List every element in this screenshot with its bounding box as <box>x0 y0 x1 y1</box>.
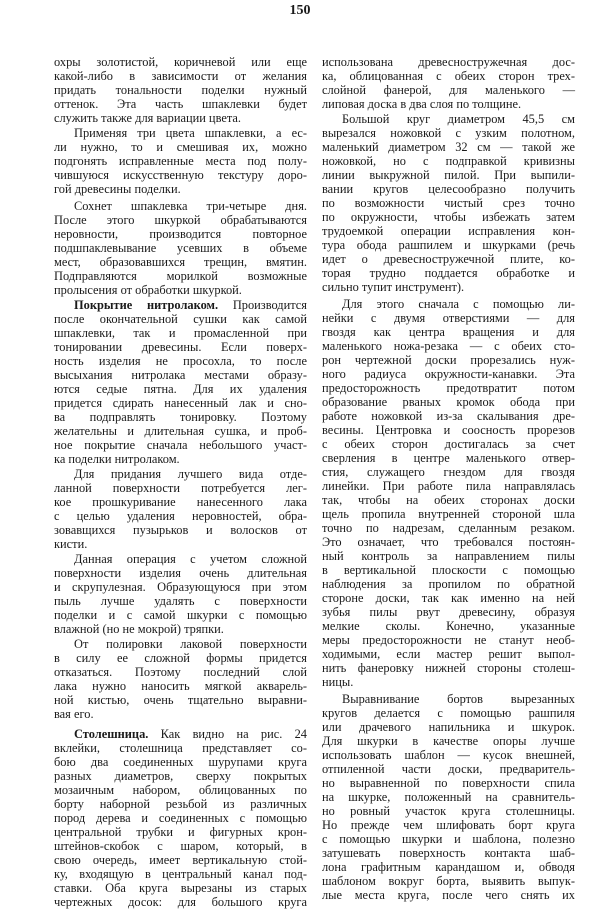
line-text: придется сдирать нанесенный лак и сно- <box>54 396 307 410</box>
text-line <box>322 605 575 619</box>
text-line <box>322 451 575 465</box>
text-line <box>322 619 575 633</box>
line-text: шаблоном вокруг борта, выявить выпук- <box>322 874 575 888</box>
text-line <box>322 762 575 776</box>
text-line <box>322 55 575 69</box>
text-line <box>54 368 307 382</box>
text-line <box>54 867 307 881</box>
line-text: липовая доска в два слоя по толщине. <box>322 97 522 111</box>
text-line <box>54 83 307 97</box>
text-line <box>54 608 307 622</box>
text-line <box>54 340 307 354</box>
text-line <box>54 637 307 651</box>
line-text: пролысения от обработки шкуркой. <box>54 283 242 297</box>
line-text: стия, служащего гнездом для гвоздя <box>322 465 575 479</box>
line-text: Как видно на рис. 24 <box>148 727 307 741</box>
text-line <box>54 594 307 608</box>
line-text: на шкурке, положенный на сравнитель- <box>322 790 575 804</box>
line-text: или драчевого напильника и шкурок. <box>322 720 575 734</box>
text-line <box>322 395 575 409</box>
text-line <box>322 675 575 689</box>
line-text: свою очередь, имеет вертикальную стой- <box>54 853 307 867</box>
line-text: Сохнет шпаклевка три-четыре дня. <box>74 199 307 213</box>
text-line <box>322 69 575 83</box>
text-line <box>322 339 575 353</box>
text-line <box>54 566 307 580</box>
text-line <box>54 467 307 481</box>
text-line <box>322 182 575 196</box>
line-text: подгонять исправленные места под полу- <box>54 154 307 168</box>
line-text: тура обода рашпилем и шкурками (речь <box>322 238 575 252</box>
text-line <box>54 853 307 867</box>
text-line <box>54 707 307 721</box>
line-text: но выравненной по поверхности спила <box>322 776 575 790</box>
text-line <box>322 297 575 311</box>
line-text: вании кругов целесообразно получить <box>322 182 575 196</box>
text-line <box>54 580 307 594</box>
text-line <box>54 651 307 665</box>
line-text: высыхания нитролака местами образу- <box>54 368 307 382</box>
line-text: От полировки лаковой поверхности <box>74 637 307 651</box>
line-text: пород дерева и соединенных с помощью <box>54 811 307 825</box>
text-line <box>322 353 575 367</box>
paragraph <box>54 126 307 196</box>
line-text: маленький диаметром 32 см — такой же <box>322 140 575 154</box>
line-text: по окружности, чтобы избежать затем <box>322 210 575 224</box>
line-text: мелкие сколы. Конечно, указанные <box>322 619 575 633</box>
text-line <box>54 154 307 168</box>
line-text: нить фанеровку нижней стороны столеш- <box>322 661 575 675</box>
line-text: Для шкурки в качестве опоры лучше <box>322 734 575 748</box>
text-line <box>322 409 575 423</box>
text-line <box>322 252 575 266</box>
line-text: поделки и с самой шкурки с помощью <box>54 608 307 622</box>
line-text: линейки. При работе пила направлялась <box>322 479 575 493</box>
line-text: нейки с двумя отверстиями — для <box>322 311 575 325</box>
text-line <box>54 797 307 811</box>
text-line <box>54 452 307 466</box>
line-text: сильно тупит инструмент). <box>322 280 465 294</box>
text-line <box>54 255 307 269</box>
paragraph <box>322 55 575 111</box>
line-text: Для этого сначала с помощью ли- <box>342 297 575 311</box>
line-text: стороне доски, так как именно на ней <box>322 591 575 605</box>
line-text: Подправляются морилкой возможные <box>54 269 307 283</box>
line-text: ка, облицованная с обеих сторон трех- <box>322 69 575 83</box>
text-line <box>54 410 307 424</box>
line-text: вырезался ножовкой с узким полотном, <box>322 126 575 140</box>
line-text: идет о древесностружечной плите, ко- <box>322 252 575 266</box>
paragraph <box>54 552 307 636</box>
line-text: предосторожность предотвратит потом <box>322 381 575 395</box>
line-text: желательны и длительная сушка, и проб- <box>54 424 307 438</box>
paragraph <box>54 727 307 909</box>
line-text: ли нужно, то и смешивая их, можно <box>54 140 307 154</box>
line-text: оттенок. Эта часть шпаклевки будет <box>54 97 307 111</box>
line-text: ный контроль за направлением пилы <box>322 549 575 563</box>
text-line <box>322 266 575 280</box>
line-text: влажной (но не мокрой) тряпки. <box>54 622 224 636</box>
paragraph <box>322 112 575 294</box>
text-line <box>322 874 575 888</box>
line-text: Применяя три цвета шпаклевки, а ес- <box>74 126 307 140</box>
line-text: служить также для вариации цвета. <box>54 111 242 125</box>
text-line <box>322 381 575 395</box>
text-line <box>322 97 575 111</box>
text-line <box>322 479 575 493</box>
line-text: с целью удаления неровностей, обра- <box>54 509 307 523</box>
line-text: ка поделки нитролаком. <box>54 452 180 466</box>
line-text: бою два соединенных шурупами круга <box>54 755 307 769</box>
text-line <box>322 325 575 339</box>
text-line <box>54 523 307 537</box>
text-line <box>54 895 307 909</box>
line-text: кое прошкуривание нанесенного лака <box>54 495 307 509</box>
text-line <box>322 437 575 451</box>
line-text: Выравнивание бортов вырезанных <box>342 692 575 706</box>
line-text: разных диаметров, сверху покрытых <box>54 769 307 783</box>
line-text: так, чтобы на обеих сторонах доски <box>322 493 575 507</box>
line-text: щель пропила внутренней стороной шла <box>322 507 575 521</box>
line-text: затушевать поверхность контакта шаб- <box>322 846 575 860</box>
text-line <box>322 367 575 381</box>
text-line <box>322 748 575 762</box>
line-text: центральной трубки и фигурных крон- <box>54 825 307 839</box>
line-text: вклейки, столешница представляет со- <box>54 741 307 755</box>
text-line <box>322 465 575 479</box>
line-text: ного радиуса окружности-канавки. Эта <box>322 367 575 381</box>
line-text: с обеих сторон достигалась за счет <box>322 437 575 451</box>
text-line <box>54 199 307 213</box>
line-text: маленького ножа-резака — с обеих сто- <box>322 339 575 353</box>
line-text: поверхности изделия очень длительная <box>54 566 307 580</box>
text-line <box>54 811 307 825</box>
text-line <box>54 755 307 769</box>
text-line <box>54 241 307 255</box>
line-text: отпиленной части доски, предваритель- <box>322 762 575 776</box>
line-text: придать тональности поделки нужный <box>54 83 307 97</box>
line-text: После этого шкуркой обрабатываются <box>54 213 307 227</box>
text-line <box>322 280 575 294</box>
line-text: Это означает, что требовался постоян- <box>322 535 575 549</box>
right-column <box>322 55 575 903</box>
line-text: зубья пилы рвут древесину, образуя <box>322 605 575 619</box>
line-text: мозаичным набором, облицованных по <box>54 783 307 797</box>
text-line <box>54 825 307 839</box>
line-text: Большой круг диаметром 45,5 см <box>342 112 575 126</box>
text-line <box>54 382 307 396</box>
text-line <box>54 424 307 438</box>
text-line <box>54 839 307 853</box>
text-line <box>54 213 307 227</box>
text-line <box>54 727 307 741</box>
line-text: гой древесины поделки. <box>54 182 181 196</box>
text-line <box>322 563 575 577</box>
line-text: охры золотистой, коричневой или еще <box>54 55 307 69</box>
text-line <box>54 326 307 340</box>
line-text: использовать шаблон — кусок внешней, <box>322 748 575 762</box>
text-line <box>54 97 307 111</box>
text-line <box>322 83 575 97</box>
line-text: какой-либо в зависимости от желания <box>54 69 307 83</box>
line-text: кисти. <box>54 537 88 551</box>
line-text: ланной поверхности потребуется лег- <box>54 481 307 495</box>
text-line <box>322 154 575 168</box>
line-text: меры предосторожности не станут необ- <box>322 633 575 647</box>
text-line <box>322 196 575 210</box>
line-text: чившуюся искусственную текстуру доро- <box>54 168 307 182</box>
section-heading: Покрытие нитролаком. <box>74 298 219 312</box>
line-text: лона графитным карандашом и, обводя <box>322 860 575 874</box>
text-line <box>322 112 575 126</box>
line-text: ножовкой, но с подправкой кривизны <box>322 154 575 168</box>
paragraph <box>322 297 575 689</box>
text-line <box>54 537 307 551</box>
text-line <box>54 481 307 495</box>
text-line <box>54 495 307 509</box>
line-text: с помощью шкурки и шаблона, полезно <box>322 832 575 846</box>
line-text: Для придания лучшего вида отде- <box>74 467 307 481</box>
text-line <box>54 140 307 154</box>
line-text: ку, входящую в центральный канал под- <box>54 867 307 881</box>
line-text: ницы. <box>322 675 354 689</box>
text-line <box>54 168 307 182</box>
text-line <box>54 298 307 312</box>
text-line <box>54 622 307 636</box>
text-line <box>54 55 307 69</box>
line-text: вая его. <box>54 707 94 721</box>
line-text: в вертикальной плоскости с помощью <box>322 563 575 577</box>
line-text: образование рваных кромок обода при <box>322 395 575 409</box>
line-text: после окончательной сушки как самой <box>54 312 307 326</box>
line-text: шпаклевки, так и промасленной при <box>54 326 307 340</box>
text-line <box>322 734 575 748</box>
text-line <box>322 140 575 154</box>
paragraph <box>322 692 575 902</box>
line-text: отказаться. Поэтому последний слой <box>54 665 307 679</box>
paragraph <box>54 199 307 297</box>
line-text: пыль лучше удалять с поверхности <box>54 594 307 608</box>
text-line <box>322 423 575 437</box>
text-line <box>322 238 575 252</box>
paragraph <box>54 298 307 466</box>
line-text: ной кистью, очень тщательно выравни- <box>54 693 307 707</box>
text-line <box>322 521 575 535</box>
line-text: борту наборной резьбой из различных <box>54 797 307 811</box>
text-line <box>322 706 575 720</box>
line-text: ное покрытие сначала небольшого участ- <box>54 438 307 452</box>
line-text: наблюдения за пропилом по обратной <box>322 577 575 591</box>
line-text: ходимыми, если мастер решит выпол- <box>322 647 575 661</box>
text-line <box>54 312 307 326</box>
line-text: точно по надрезам, сделанным резаком. <box>322 521 575 535</box>
text-line <box>54 438 307 452</box>
text-line <box>322 888 575 902</box>
line-text: ва подправлять тонировку. Поэтому <box>54 410 307 424</box>
line-text: лака нужно наносить мягкой акварель- <box>54 679 307 693</box>
line-text: тонировании древесины. Если поверх- <box>54 340 307 354</box>
text-line <box>54 679 307 693</box>
text-line <box>54 552 307 566</box>
text-line <box>322 818 575 832</box>
line-text: Данная операция с учетом сложной <box>74 552 307 566</box>
line-text: ставки. Оба круга вырезаны из старых <box>54 881 307 895</box>
line-text: чертежных досок: для большого круга <box>54 895 307 909</box>
text-line <box>54 741 307 755</box>
text-line <box>54 283 307 297</box>
page-number: 150 <box>289 3 311 18</box>
text-line <box>322 591 575 605</box>
line-text: рон чертежной доски прорезались нуж- <box>322 353 575 367</box>
line-text: лые места круга, после чего снять их <box>322 888 575 902</box>
text-line <box>54 354 307 368</box>
line-text: мест, образовавшихся трещин, вмятин. <box>54 255 307 269</box>
text-line <box>322 577 575 591</box>
line-text: торая трудно поддается обработке и <box>322 266 575 280</box>
line-text: Но прежде чем шлифовать борт круга <box>322 818 575 832</box>
text-line <box>54 396 307 410</box>
text-line <box>54 182 307 196</box>
text-line <box>54 126 307 140</box>
text-line <box>322 311 575 325</box>
line-text: весины. Центровка и соосность прорезов <box>322 423 575 437</box>
text-line <box>322 168 575 182</box>
text-line <box>54 693 307 707</box>
text-line <box>322 790 575 804</box>
line-text: трудоемкой операции исправления кон- <box>322 224 575 238</box>
line-text: штейнов-скобок с шаром, который, в <box>54 839 307 853</box>
line-text: линии выкружной пилой. При выпили- <box>322 168 575 182</box>
text-line <box>322 224 575 238</box>
text-line <box>322 832 575 846</box>
line-text: слойной фанерой, для маленького — <box>322 83 575 97</box>
line-text: зовавщихся пузырьков и волосков от <box>54 523 307 537</box>
text-line <box>322 210 575 224</box>
text-line <box>322 633 575 647</box>
text-line <box>322 720 575 734</box>
section-heading: Столешница. <box>74 727 149 741</box>
line-text: подшпаклевывание усевших в объеме <box>54 241 307 255</box>
line-text: по возможности чистый срез точно <box>322 196 575 210</box>
line-text: ность изделия не просохла, то после <box>54 354 307 368</box>
text-line <box>54 509 307 523</box>
line-text: сверления в центре маленького отвер- <box>322 451 575 465</box>
line-text: работе ножовкой из-за скалывания дре- <box>322 409 575 423</box>
text-line <box>322 804 575 818</box>
text-line <box>322 860 575 874</box>
text-line <box>322 692 575 706</box>
line-text: ются седые пятна. Для их удаления <box>54 382 307 396</box>
text-line <box>54 769 307 783</box>
text-line <box>322 549 575 563</box>
line-text: использована древесностружечная дос- <box>322 55 575 69</box>
text-line <box>54 783 307 797</box>
text-line <box>54 227 307 241</box>
line-text: и скрупулезная. Образующуюся при этом <box>54 580 307 594</box>
paragraph <box>54 467 307 551</box>
left-column <box>54 55 307 910</box>
text-line <box>322 846 575 860</box>
text-line <box>54 269 307 283</box>
line-text: неровности, производится повторное <box>54 227 307 241</box>
line-text: кругов делается с помощью рашпиля <box>322 706 575 720</box>
text-line <box>322 647 575 661</box>
paragraph <box>54 55 307 125</box>
paragraph <box>54 637 307 721</box>
text-line <box>54 665 307 679</box>
text-line <box>322 776 575 790</box>
text-line <box>322 493 575 507</box>
text-line <box>54 881 307 895</box>
line-text: но ровный участок круга столешницы. <box>322 804 575 818</box>
line-text: Производится <box>218 298 307 312</box>
text-line <box>54 69 307 83</box>
line-text: гвоздя как центра вращения и для <box>322 325 575 339</box>
text-line <box>54 111 307 125</box>
text-line <box>322 507 575 521</box>
line-text: в силу ее сложной формы придется <box>54 651 307 665</box>
text-line <box>322 661 575 675</box>
text-line <box>322 126 575 140</box>
text-line <box>322 535 575 549</box>
